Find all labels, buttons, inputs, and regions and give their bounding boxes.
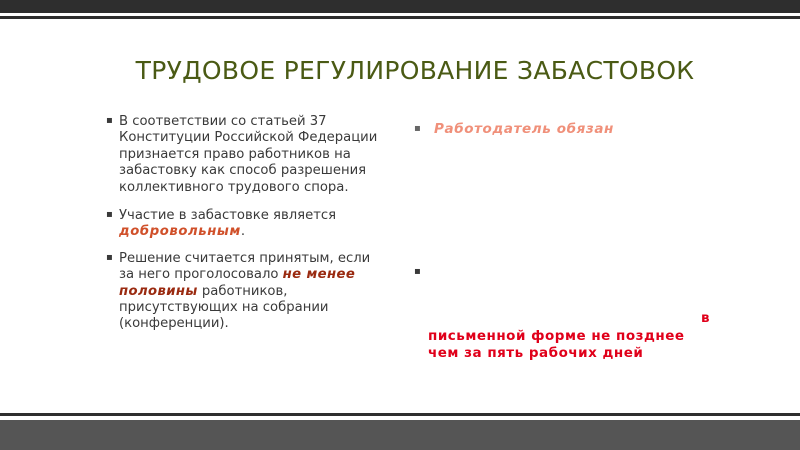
top-band-line [0,16,800,19]
employer-obliged-text: Работодатель обязан [434,121,614,137]
highlight-voluntary: добровольным [119,224,241,240]
bullet-text-end: работников, присутствующих на собрании (конференции). [119,283,329,332]
bullet-item-voluntary [106,208,386,241]
bullet-item-decision [106,251,386,333]
bullet-text: В соответствии со статьей 37 Конституции Российской Федерации признается право работников на забастовку как способ разрешения коллективного трудового спора. [119,114,378,195]
notice-prefix: в [700,310,710,326]
bullet-square-icon: ▪ [414,266,421,277]
bullet-square-icon: ▪ [106,251,113,263]
bottom-band [0,420,800,450]
notice-body: письменной форме не позднее чем за пять рабочих дней [428,327,685,361]
bullet-text: Решение считается принятым, если за него проголосовало [119,250,371,283]
bullet-text-end: . [240,224,246,240]
highlight-half: не менее половины [119,267,356,299]
left-column [106,114,386,333]
bullet-square-icon: ▪ [106,115,113,126]
bullet-text: Участие в забастовке является [119,208,337,224]
bullet-square-icon: ▪ [414,123,421,134]
slide-title: ТРУДОВОЕ РЕГУЛИРОВАНИЕ ЗАБАСТОВОК [135,56,695,85]
bullet-item-constitution [106,114,386,196]
notice-text [428,310,710,363]
top-band [0,0,800,13]
bottom-band-line [0,413,800,416]
right-column [414,120,714,138]
bullet-item-employer [414,120,714,138]
bullet-square-icon: ▪ [106,209,113,221]
